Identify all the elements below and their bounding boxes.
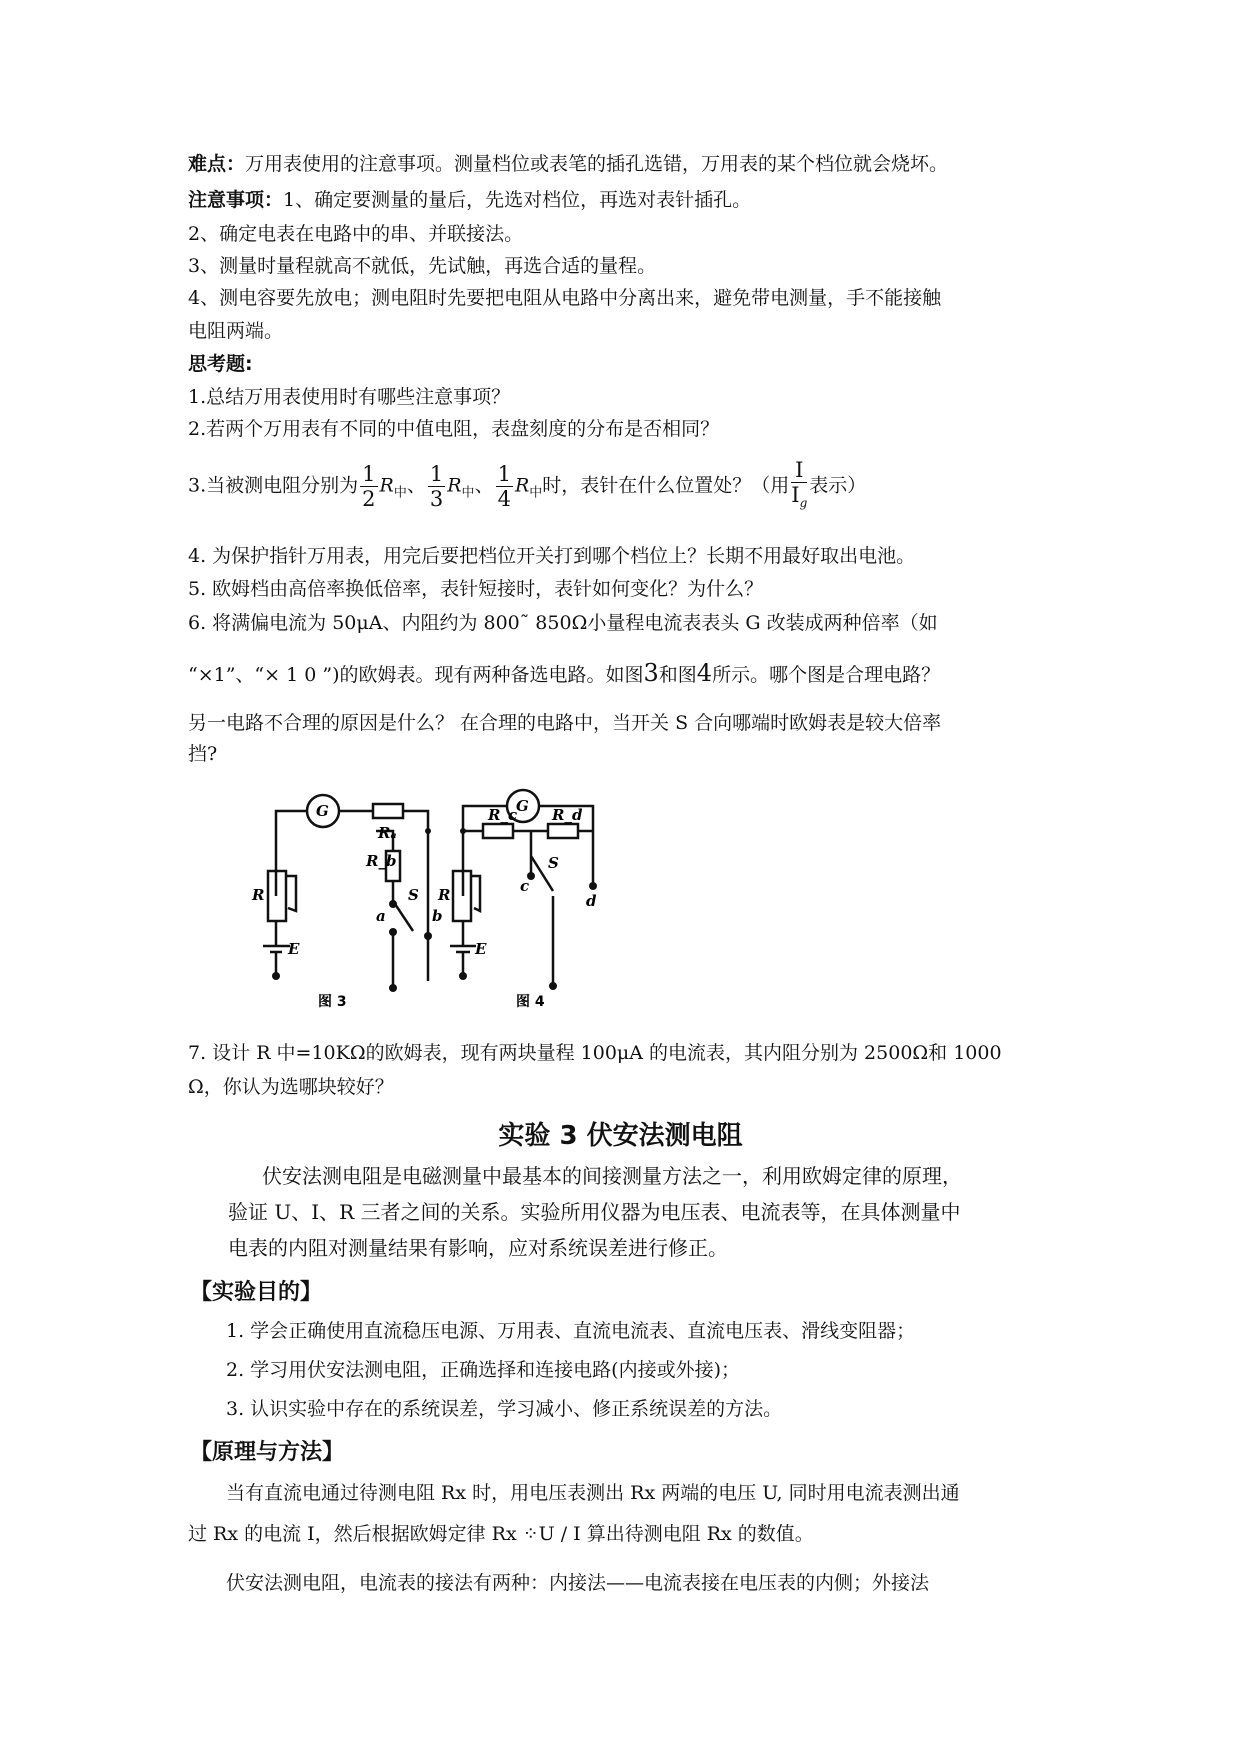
fraction-half: $\frac{1}{2}$: [362, 462, 376, 512]
label-s-4: S: [548, 854, 559, 872]
fraction-quarter: $\frac{1}{4}$: [497, 462, 511, 512]
questions-label: 思考题:: [188, 353, 253, 375]
note-item-3: 3、测量时量程就高不就低，先试触，再选合适的量程。: [188, 255, 657, 277]
intro-line-1: 伏安法测电阻是电磁测量中最基本的间接测量方法之一，利用欧姆定律的原理，: [262, 1164, 962, 1188]
question-6d: 挡?: [188, 743, 218, 765]
label-r-4: R: [438, 886, 451, 904]
principle-line-1: 当有直流电通过待测电阻 Rx 时，用电压表测出 Rx 两端的电压 U, 同时用电流表测出通: [226, 1482, 960, 1504]
question-6b: “×1”、“× 1 0 ”)的欧姆表。现有两种备选电路。如图3和图4所示。哪个图是合理电路？: [188, 659, 941, 687]
fraction-i-over-ig: $\frac{I}{I_g}$: [791, 458, 808, 511]
note-item-1: 1、确定要测量的量后，先选对档位，再选对表针插孔。: [283, 189, 752, 211]
purpose-item-2: 2. 学习用伏安法测电阻，正确选择和连接电路(内接或外接)；: [226, 1359, 740, 1381]
intro-line-3: 电表的内阻对测量结果有影响，应对系统误差进行修正。: [228, 1236, 728, 1260]
question-6a: 6. 将满偏电流为 50μA、内阻约为 800˜ 850Ω小量程电流表表头 G 改装成两种倍率（如: [188, 612, 938, 634]
label-c: c: [520, 877, 530, 895]
question-5: 5. 欧姆档由高倍率换低倍率，表针短接时，表针如何变化？为什么？: [188, 578, 764, 600]
label-b: b: [432, 907, 443, 925]
question-7b: Ω，你认为选哪块较好？: [188, 1076, 394, 1098]
question-3: 3.当被测电阻分别为 $\frac{1}{2}$ $R_中$、 $\frac{1}{3}$ $R_中$、 $\frac{1}{4}$ $R_中$时，表针在什么位置处？（用 $\frac{I}{I_g}$ 表示）: [188, 458, 866, 519]
label-ra: Rₐ: [378, 824, 397, 842]
notes-label: 注意事项：: [188, 189, 284, 211]
principle-heading: 【原理与方法】: [190, 1440, 345, 1465]
intro-line-2: 验证 U、I、R 三者之间的关系。实验所用仪器为电压表、电流表等，在具体测量中: [228, 1200, 961, 1224]
notes-line-1: [188, 187, 751, 213]
label-r-3: R: [252, 886, 265, 904]
purpose-heading: 【实验目的】: [190, 1280, 323, 1305]
label-g-4: G: [516, 797, 529, 815]
label-g-3: G: [316, 802, 329, 820]
principle-line-3: 伏安法测电阻，电流表的接法有两种：内接法——电流表接在电压表的内侧；外接法: [226, 1572, 930, 1594]
caption-fig4: 图 4: [516, 994, 545, 1010]
note-item-4a: 4、测电容要先放电；测电阻时先要把电阻从电路中分离出来，避免带电测量，手不能接触: [188, 287, 942, 309]
label-e-3: E: [288, 940, 300, 958]
label-e-4: E: [475, 940, 487, 958]
purpose-item-3: 3. 认识实验中存在的系统误差，学习减小、修正系统误差的方法。: [226, 1398, 783, 1420]
difficulty-line: [188, 151, 948, 177]
label-s-3: S: [408, 886, 419, 904]
question-2: 2.若两个万用表有不同的中值电阻，表盘刻度的分布是否相同？: [188, 418, 720, 440]
question-6c: 另一电路不合理的原因是什么？ 在合理的电路中，当开关 S 合向哪端时欧姆表是较大倍率: [188, 712, 942, 734]
fraction-third: $\frac{1}{3}$: [429, 462, 444, 512]
caption-fig3: 图 3: [318, 994, 347, 1010]
note-item-2: 2、确定电表在电路中的串、并联接法。: [188, 223, 524, 245]
experiment-title: 实验 3 伏安法测电阻: [498, 1121, 743, 1151]
question-1: 1.总结万用表使用时有哪些注意事项？: [188, 386, 511, 408]
difficulty-label: 难点：: [188, 153, 246, 175]
principle-line-2: 过 Rx 的电流 I，然后根据欧姆定律 Rx ⁘U / I 算出待测电阻 Rx 的数值。: [188, 1523, 814, 1545]
label-a: a: [376, 907, 386, 925]
label-rb: R_b: [366, 852, 397, 870]
note-item-4b: 电阻两端。: [188, 320, 284, 342]
label-rc: R_c: [488, 806, 518, 824]
question-4: 4. 为保护指针万用表，用完后要把档位开关打到哪个档位上？长期不用最好取出电池。: [188, 545, 916, 567]
circuit-figures: [248, 776, 668, 1011]
label-rd: R_d: [552, 806, 583, 824]
q3-prefix: 3.当被测电阻分别为: [188, 474, 359, 497]
label-d: d: [586, 892, 597, 910]
circuit-diagram: [248, 776, 668, 1011]
question-7a: 7. 设计 R 中=10KΩ的欧姆表，现有两块量程 100μA 的电流表，其内阻分别为 2500Ω和 1000: [188, 1042, 1002, 1064]
difficulty-text: 万用表使用的注意事项。测量档位或表笔的插孔选错，万用表的某个档位就会烧坏。: [245, 153, 949, 175]
purpose-item-1: 1. 学会正确使用直流稳压电源、万用表、直流电流表、直流电压表、滑线变阻器；: [226, 1320, 916, 1342]
